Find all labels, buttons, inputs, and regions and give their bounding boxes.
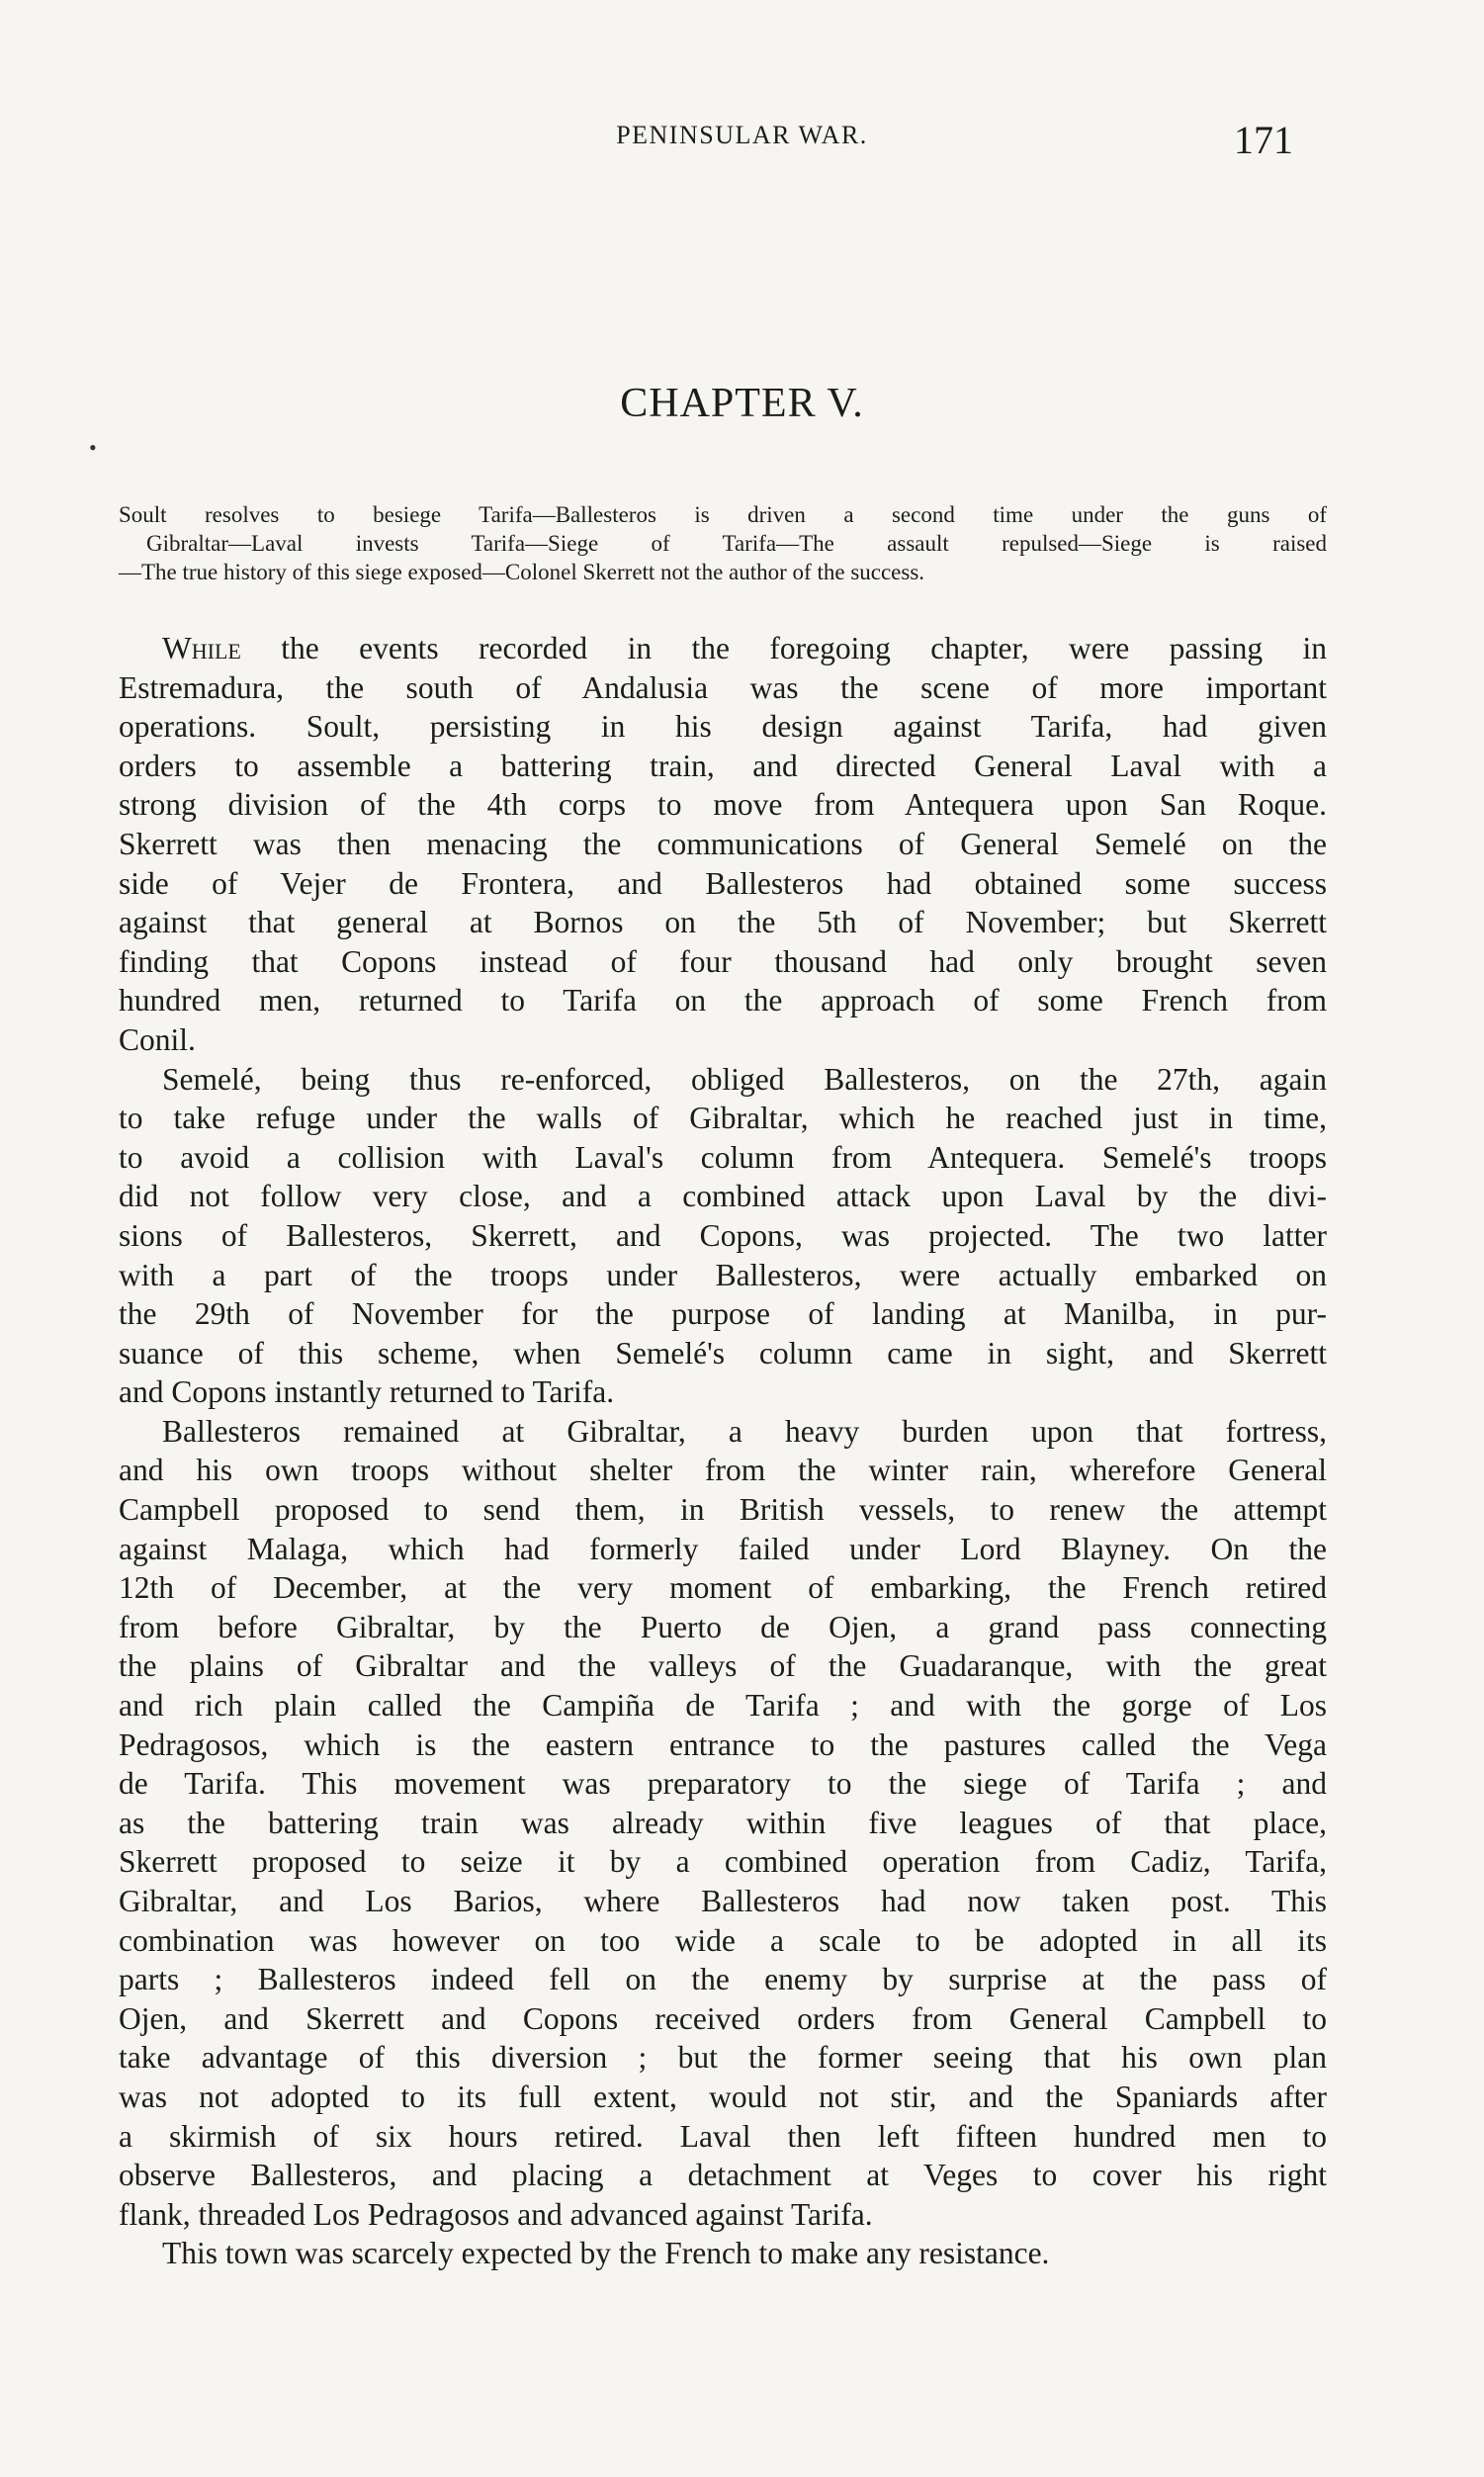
text-line: parts ; Ballesteros indeed fell on the enemy by surprise at the pass of (119, 1962, 1327, 1997)
text-line: 12th of December, at the very moment of embarking, the French retired (119, 1570, 1327, 1606)
text-line: against that general at Bornos on the 5th of November; but Skerrett (119, 905, 1327, 940)
text-line: This town was scarcely expected by the French to make any resistance. (162, 2236, 1050, 2271)
text-line: sions of Ballesteros, Skerrett, and Copons, was projected. The two latter (119, 1217, 1327, 1253)
text-line: to take refuge under the walls of Gibraltar, which he reached just in time, (119, 1101, 1327, 1136)
first-line-rest: the events recorded in the foregoing chapter, were passing in (240, 631, 1327, 665)
paragraph-3 (119, 1412, 1327, 2234)
text-line: Campbell proposed to send them, in British vessels, to renew the attempt (119, 1492, 1327, 1528)
text-line: de Tarifa. This movement was preparatory to the siege of Tarifa ; and (119, 1766, 1327, 1802)
synopsis-line: Gibraltar—Laval invests Tarifa—Siege of Tarifa—The assault repulsed—Siege is raised (146, 531, 1327, 556)
body-text (119, 629, 1327, 2273)
text-line: and rich plain called the Campiña de Tarifa ; and with the gorge of Los (119, 1688, 1327, 1724)
text-line: Conil. (119, 1021, 196, 1057)
text-line: did not follow very close, and a combined attack upon Laval by the divi- (119, 1179, 1327, 1214)
text-line: finding that Copons instead of four thousand had only brought seven (119, 943, 1327, 979)
text-line: was not adopted to its full extent, would not stir, and the Spaniards after (119, 2079, 1327, 2114)
text-line: Ballesteros remained at Gibraltar, a heavy burden upon that fortress, (162, 1413, 1327, 1449)
text-line: with a part of the troops under Ballesteros, were actually embarked on (119, 1257, 1327, 1292)
text-line: Gibraltar, and Los Barios, where Ballesteros had now taken post. This (119, 1884, 1327, 1918)
text-line: flank, threaded Los Pedragosos and advanced against Tarifa. (119, 2196, 873, 2232)
text-line: Estremadura, the south of Andalusia was the scene of more important (119, 669, 1327, 705)
paragraph-1-first-line (119, 629, 1327, 668)
chapter-synopsis (119, 500, 1327, 586)
text-line: Ojen, and Skerrett and Copons received orders from General Campbell to (119, 2000, 1327, 2036)
text-line: Skerrett was then menacing the communications of General Semelé on the (119, 826, 1327, 861)
text-line: against Malaga, which had formerly failed under Lord Blayney. On the (119, 1531, 1327, 1566)
text-line: operations. Soult, persisting in his design against Tarifa, had given (119, 709, 1327, 745)
text-line: orders to assemble a battering train, and directed General Laval with a (119, 748, 1327, 783)
text-line: Pedragosos, which is the eastern entrance to the pastures called the Vega (119, 1726, 1327, 1762)
text-line: the 29th of November for the purpose of landing at Manilba, in pur- (119, 1296, 1327, 1332)
text-line: observe Ballesteros, and placing a detachment at Veges to cover his right (119, 2158, 1327, 2193)
text-line: to avoid a collision with Laval's column from Antequera. Semelé's troops (119, 1139, 1327, 1175)
text-line: combination was however on too wide a scale to be adopted in all its (119, 1922, 1327, 1958)
running-title: PENINSULAR WAR. (616, 121, 868, 149)
text-line: Skerrett proposed to seize it by a combined operation from Cadiz, Tarifa, (119, 1844, 1327, 1880)
text-line: suance of this scheme, when Semelé's column came in sight, and Skerrett (119, 1335, 1327, 1371)
drop-lead-word: While (162, 631, 241, 665)
text-line: hundred men, returned to Tarifa on the approach of some French from (119, 983, 1327, 1018)
running-head (0, 117, 1484, 166)
paragraph-2 (119, 1060, 1327, 1412)
text-line: a skirmish of six hours retired. Laval then left fifteen hundred men to (119, 2118, 1327, 2154)
text-line: side of Vejer de Frontera, and Ballesteros had obtained some success (119, 865, 1327, 901)
synopsis-line: —The true history of this siege exposed—Colonel Skerrett not the author of the success. (119, 560, 925, 584)
text-line: and Copons instantly returned to Tarifa. (119, 1374, 615, 1410)
text-line: the plains of Gibraltar and the valleys of the Guadaranque, with the great (119, 1648, 1327, 1684)
paragraph-4 (119, 2234, 1327, 2273)
text-line: as the battering train was already within five leagues of that place, (119, 1805, 1327, 1840)
text-line: from before Gibraltar, by the Puerto de Ojen, a grand pass connecting (119, 1609, 1327, 1644)
margin-mark: • (89, 435, 97, 460)
text-line: take advantage of this diversion ; but the former seeing that his own plan (119, 2040, 1327, 2076)
chapter-heading: CHAPTER V. (620, 381, 864, 426)
text-line: Semelé, being thus re-enforced, obliged Ballesteros, on the 27th, again (162, 1061, 1327, 1097)
text-line: and his own troops without shelter from the winter rain, wherefore General (119, 1453, 1327, 1488)
paragraph-1 (119, 668, 1327, 1060)
synopsis-line: Soult resolves to besiege Tarifa—Ballesteros is driven a second time under the guns of (119, 502, 1327, 527)
page-number: 171 (1234, 118, 1293, 162)
text-line: strong division of the 4th corps to move from Antequera upon San Roque. (119, 787, 1327, 823)
